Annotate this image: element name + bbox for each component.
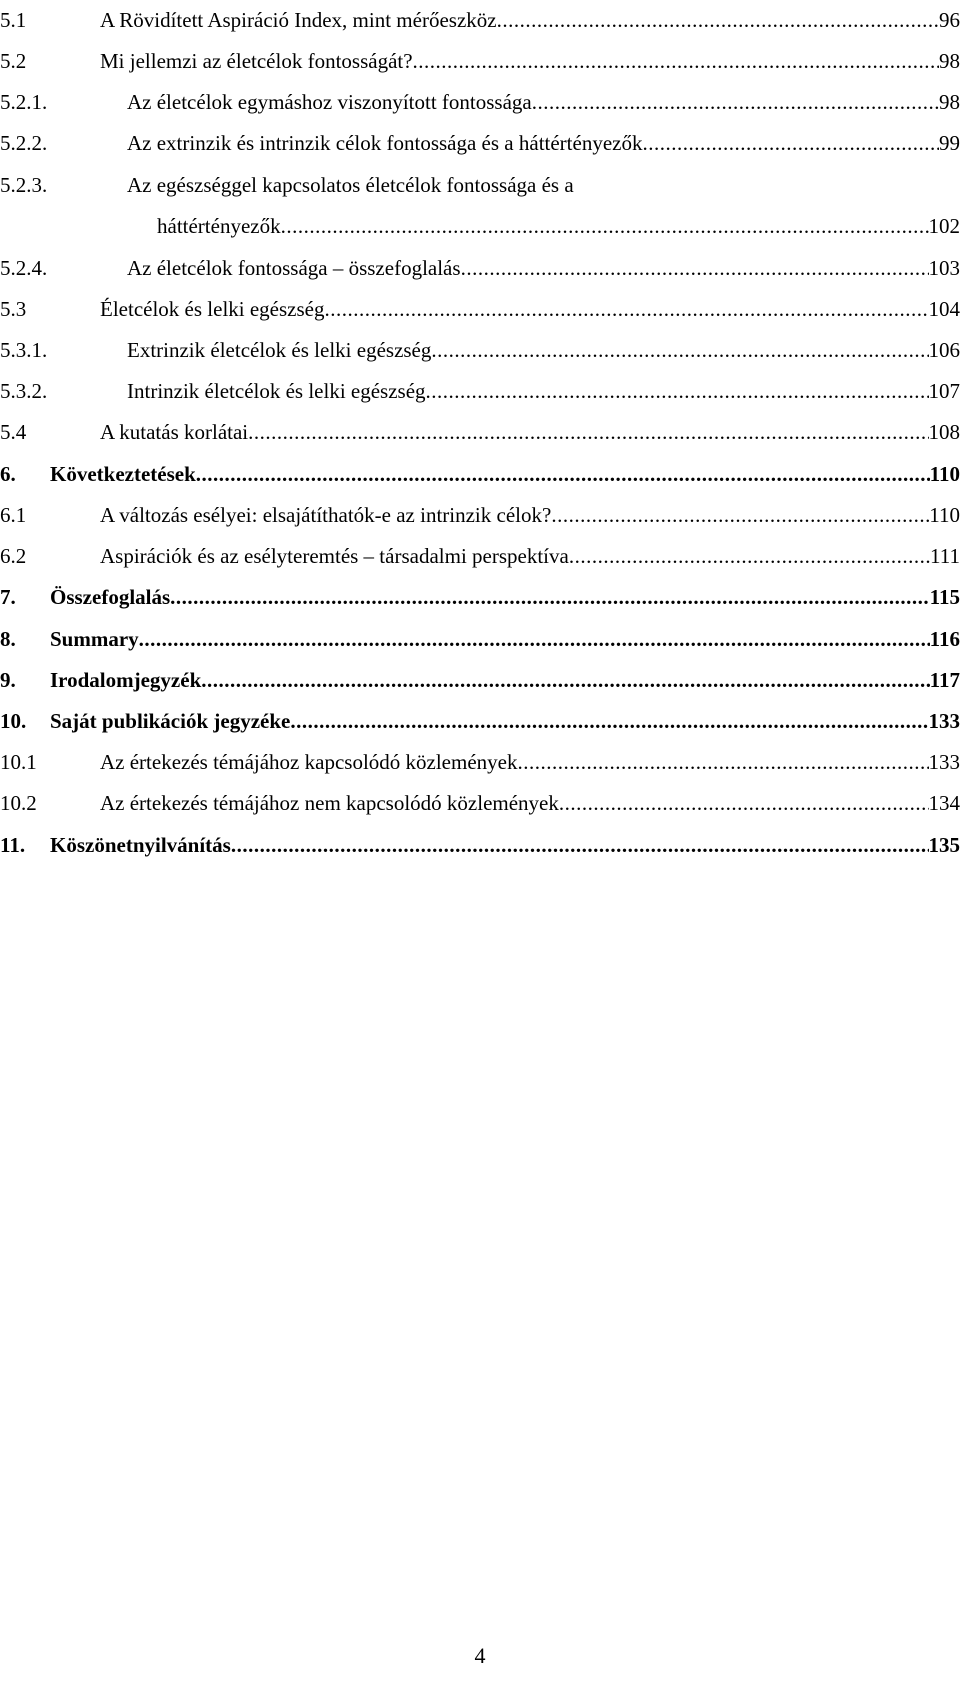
toc-entry-title: Összefoglalás (50, 585, 171, 609)
dot-leader (248, 414, 928, 450)
toc-entry[interactable] (0, 703, 960, 739)
toc-entry-number: 5.3 (0, 297, 27, 321)
toc-entry[interactable] (0, 497, 960, 533)
toc-entry-title: Mi jellemzi az életcélok fontosságát? (100, 49, 413, 73)
toc-entry-title: Életcélok és lelki egészség (100, 297, 325, 321)
toc-entry[interactable] (0, 538, 960, 574)
toc-entry-page-number: 103 (928, 256, 960, 280)
toc-entry[interactable] (0, 125, 960, 161)
dot-leader (281, 208, 929, 244)
toc-entry-title: Summary (50, 627, 139, 651)
toc-entry-page-number: 102 (928, 214, 960, 238)
dot-leader (170, 579, 930, 615)
toc-entry-number: 10.2 (0, 791, 37, 815)
toc-entry-number: 5.3.2. (0, 379, 48, 403)
toc-entry-title: Extrinzik életcélok és lelki egészség (127, 338, 432, 362)
toc-entry[interactable] (0, 827, 960, 863)
toc-entry-number: 6.2 (0, 544, 27, 568)
toc-entry-title: Saját publikációk jegyzéke (50, 709, 291, 733)
toc-entry-page-number: 110 (929, 503, 960, 527)
toc-entry-number: 10.1 (0, 750, 37, 774)
toc-entry-number: 9. (0, 668, 16, 692)
dot-leader (642, 125, 939, 161)
toc-entry-title: Aspirációk és az esélyteremtés – társadalmi perspektíva (100, 544, 569, 568)
toc-entry-title: Az életcélok egymáshoz viszonyított fontossága (127, 90, 532, 114)
toc-entry-number: 8. (0, 627, 16, 651)
toc-entry-title: A kutatás korlátai (100, 420, 249, 444)
dot-leader (461, 250, 929, 286)
toc-entry[interactable] (0, 373, 960, 409)
page-number: 4 (474, 1643, 486, 1668)
toc-entry-title: Az egészséggel kapcsolatos életcélok fontossága és a (127, 173, 574, 197)
toc-entry-page-number: 98 (939, 49, 960, 73)
dot-leader (426, 373, 929, 409)
toc-entry-number: 5.2.3. (0, 173, 48, 197)
toc-entry[interactable] (0, 785, 960, 821)
toc-entry[interactable] (0, 167, 960, 238)
toc-entry-page-number: 106 (928, 338, 960, 362)
toc-entry-number: 7. (0, 585, 16, 609)
toc-entry-page-number: 104 (928, 297, 960, 321)
dot-leader (201, 662, 929, 698)
toc-entry-page-number: 135 (928, 833, 960, 857)
dot-leader (325, 291, 929, 327)
toc-entry-page-number: 108 (928, 420, 960, 444)
toc-entry[interactable] (0, 621, 960, 657)
toc-entry-number: 10. (0, 709, 27, 733)
toc-entry-title: Következtetések (50, 462, 196, 486)
toc-entry[interactable] (0, 332, 960, 368)
toc-entry[interactable] (0, 744, 960, 780)
toc-entry-title: Intrinzik életcélok és lelki egészség (127, 379, 426, 403)
toc-entry-page-number: 134 (928, 791, 960, 815)
toc-entry-continuation-line (157, 208, 960, 244)
dot-leader (413, 43, 939, 79)
toc-entry[interactable] (0, 250, 960, 286)
dot-leader (290, 703, 928, 739)
toc-entry-title: Irodalomjegyzék (50, 668, 202, 692)
dot-leader (497, 2, 939, 38)
toc-entry-number: 5.2.1. (0, 90, 48, 114)
toc-entry[interactable] (0, 456, 960, 492)
toc-entry-title: Köszönetnyilvánítás (50, 833, 231, 857)
toc-entry[interactable] (0, 662, 960, 698)
toc-entry-number: 5.3.1. (0, 338, 48, 362)
dot-leader (532, 84, 939, 120)
toc-entry[interactable] (0, 2, 960, 38)
toc-entry[interactable] (0, 291, 960, 327)
toc-entry-title: Az értekezés témájához nem kapcsolódó közlemények (100, 791, 559, 815)
toc-entry-page-number: 115 (929, 585, 960, 609)
toc-entry-title: A változás esélyei: elsajátíthatók-e az intrinzik célok? (100, 503, 552, 527)
toc-entry-number: 5.2.4. (0, 256, 48, 280)
dot-leader (431, 332, 928, 368)
dot-leader (231, 827, 929, 863)
toc-entry[interactable] (0, 43, 960, 79)
dot-leader (569, 538, 930, 574)
toc-entry-number: 6.1 (0, 503, 27, 527)
toc-entry-title: Az értekezés témájához kapcsolódó közlemények (100, 750, 518, 774)
dot-leader (139, 621, 930, 657)
toc-entry-number: 5.1 (0, 8, 27, 32)
toc-entry-title: Az életcélok fontossága – összefoglalás (127, 256, 461, 280)
toc-entry-page-number: 110 (929, 462, 960, 486)
toc-entry-number: 5.2 (0, 49, 27, 73)
toc-entry-title: A Rövidített Aspiráció Index, mint mérőeszköz (100, 8, 497, 32)
toc-entry-title-continuation: háttértényezők (157, 214, 281, 238)
toc-entry-number: 5.2.2. (0, 131, 48, 155)
toc-entry-page-number: 133 (928, 750, 960, 774)
toc-entry[interactable] (0, 414, 960, 450)
toc-entry-page-number: 96 (939, 8, 960, 32)
toc-entry[interactable] (0, 579, 960, 615)
dot-leader (196, 456, 930, 492)
dot-leader (551, 497, 929, 533)
toc-entry-page-number: 107 (928, 379, 960, 403)
toc-entry-page-number: 111 (930, 544, 960, 568)
toc-entry-number: 6. (0, 462, 16, 486)
toc-entry-title: Az extrinzik és intrinzik célok fontossága és a háttértényezők (127, 131, 643, 155)
dot-leader (517, 744, 928, 780)
toc-entry-page-number: 98 (939, 90, 960, 114)
toc-entry-page-number: 117 (929, 668, 960, 692)
toc-entry-page-number: 116 (929, 627, 960, 651)
toc-entry-page-number: 133 (928, 709, 960, 733)
toc-entry-page-number: 99 (939, 131, 960, 155)
toc-entry[interactable] (0, 84, 960, 120)
toc-entry-number: 5.4 (0, 420, 27, 444)
dot-leader (559, 785, 929, 821)
toc-entry-number: 11. (0, 833, 26, 857)
